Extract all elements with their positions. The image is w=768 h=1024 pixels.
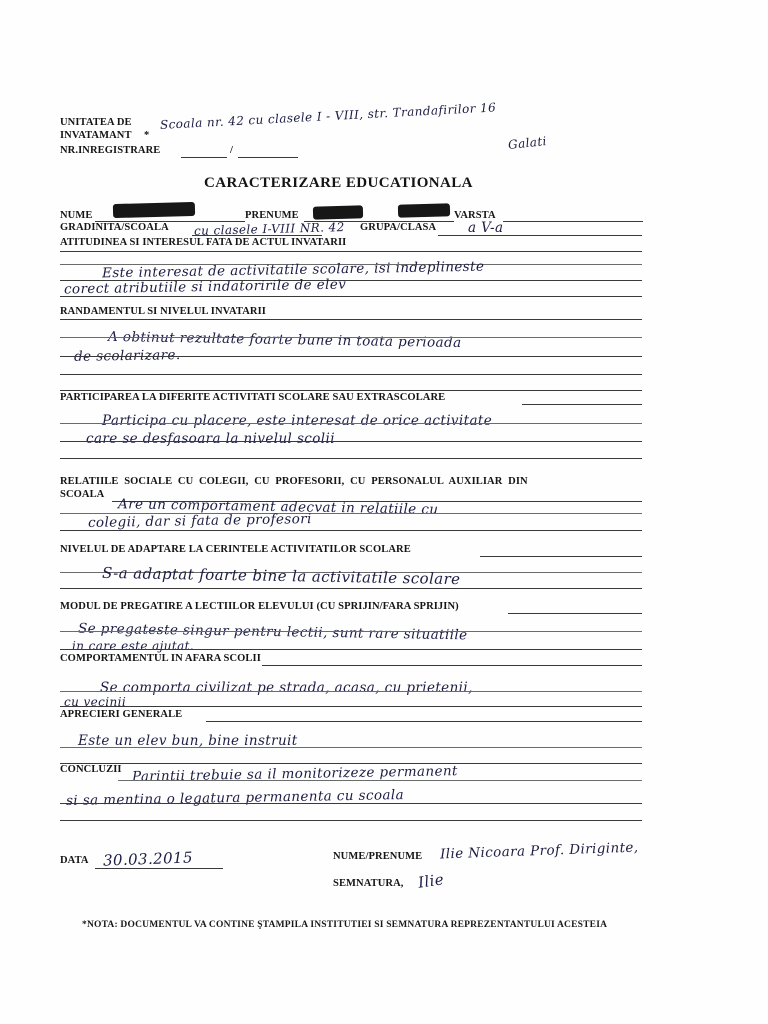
section-9-text-2: si sa mentina o legatura permanenta cu scoala (65, 787, 405, 809)
section-3-line-d (60, 458, 642, 459)
section-2-line-d (60, 374, 642, 375)
document-title: CARACTERIZARE EDUCATIONALA (204, 175, 473, 191)
section-3-text-1: Participa cu placere, este interesat de orice activitate (102, 413, 493, 429)
varsta-line (503, 221, 643, 222)
gradinita-label: GRADINITA/SCOALA (60, 222, 169, 233)
section-9-text-1: Parintii trebuie sa il monitorizeze permanent (131, 763, 458, 785)
section-label-concluzii: CONCLUZII (60, 764, 122, 775)
section-2-line-b (60, 337, 642, 338)
section-label-atitudinea: ATITUDINEA SI INTERESUL FATA DE ACTUL INVATARII (60, 237, 347, 248)
grupa-label: GRUPA/CLASA (360, 222, 437, 233)
semnatura-label: SEMNATURA, (333, 878, 404, 889)
section-label-modul-pregatire: MODUL DE PREGATIRE A LECTIILOR ELEVULUI (CU SPRIJIN/FARA SPRIJIN) (60, 601, 459, 612)
section-8-text-1: Este un elev bun, bine instruit (78, 733, 298, 749)
section-4-text-2: colegii, dar si fata de profesori (87, 511, 312, 531)
data-line (95, 868, 223, 869)
prenume-label: PRENUME (245, 210, 299, 221)
section-8-line-c (60, 763, 642, 764)
section-6-text-2: in care este ajutat. (72, 639, 195, 653)
nr-inregistrare-line-2 (238, 157, 298, 158)
section-9-line-c (60, 820, 642, 821)
redacted-prenume-1 (313, 205, 363, 219)
section-9-line-a (118, 780, 642, 781)
data-label: DATA (60, 855, 89, 866)
grupa-value: a V-a (468, 220, 504, 236)
nr-inregistrare-label: NR.INREGISTRARE (60, 145, 161, 156)
nume-prenume-label: NUME/PRENUME (333, 851, 423, 862)
section-4-line-c (60, 530, 642, 531)
redacted-prenume-2 (398, 203, 450, 217)
section-7-line-c (60, 706, 642, 707)
nr-inregistrare-sep: / (230, 145, 234, 156)
section-7-text-2: cu vecinii (64, 695, 127, 709)
unitatea-label-1: UNITATEA DE (60, 117, 132, 128)
redacted-nume (113, 202, 195, 218)
nume-label: NUME (60, 210, 93, 221)
section-2-line-a (60, 319, 642, 320)
section-label-randamentul: RANDAMENTUL SI NIVELUL INVATARII (60, 306, 266, 317)
section-2-text-2: de scolarizare. (73, 347, 181, 365)
section-7-line-b (60, 691, 642, 692)
section-1-line-a (60, 251, 642, 252)
section-label-participarea: PARTICIPAREA LA DIFERITE ACTIVITATI SCOLARE SAU EXTRASCOLARE (60, 392, 446, 403)
varsta-label: VARSTA (454, 210, 496, 221)
unitatea-label-2: INVATAMANT (60, 130, 132, 141)
section-9-line-b (60, 803, 642, 804)
section-7-line-a (262, 665, 642, 666)
section-8-line-b (60, 747, 642, 748)
section-1-text-2: corect atributiile si indatoririle de elev (63, 276, 347, 298)
gradinita-line (192, 235, 322, 236)
semnatura-value: Ilie (416, 870, 446, 892)
section-6-line-a (508, 613, 642, 614)
unitatea-value-line-2: Galati (507, 134, 548, 152)
section-5-line-c (60, 588, 642, 589)
footer-note: *NOTA: DOCUMENTUL VA CONTINE ŞTAMPILA INSTITUTIEI SI SEMNATURA REPREZENTANTULUI ACESTEIA (82, 920, 608, 930)
section-label-relatiile: RELATIILE SOCIALE CU COLEGII, CU PROFESORII, CU PERSONALUL AUXILIAR DIN (60, 476, 528, 487)
section-2-line-e (60, 390, 642, 391)
section-2-text-1: A obtinut rezultate foarte bune in toata perioada (107, 328, 462, 352)
section-label-aprecieri: APRECIERI GENERALE (60, 709, 183, 720)
grupa-line (438, 235, 642, 236)
section-label-nivelul-adaptare: NIVELUL DE ADAPTARE LA CERINTELE ACTIVITATILOR SCOLARE (60, 544, 411, 555)
section-6-line-c (60, 649, 642, 650)
section-8-line-a (206, 721, 642, 722)
nume-prenume-value: Ilie Nicoara Prof. Diriginte, (439, 839, 639, 863)
section-4-text-1: Are un comportament adecvat in relatiile cu (117, 496, 439, 518)
section-7-text-1: Se comporta civilizat pe strada, acasa, cu prietenii, (100, 680, 473, 696)
section-3-line-c (60, 441, 642, 442)
section-6-line-b (60, 631, 642, 632)
section-1-line-d (60, 296, 642, 297)
nr-inregistrare-line-1 (181, 157, 227, 158)
section-3-line-a (522, 404, 642, 405)
section-3-text-2: care se desfasoara la nivelul scolii (86, 431, 335, 447)
unitatea-asterisk: * (144, 130, 150, 141)
section-6-text-1: Se pregateste singur pentru lectii, sunt rare situatiile (77, 620, 468, 644)
section-2-line-c (60, 356, 642, 357)
section-1-text-1: Este interesat de activitatile scolare, isi indeplineste (101, 258, 485, 282)
section-5-line-a (480, 556, 642, 557)
section-5-text-1: S-a adaptat foarte bine la activitatile scolare (101, 563, 461, 589)
section-label-relatiile-2: SCOALA (60, 489, 105, 500)
data-value: 30.03.2015 (102, 848, 194, 870)
section-3-line-b (60, 423, 642, 424)
gradinita-value: cu clasele I-VIII NR. 42 (193, 220, 345, 238)
unitatea-value-line-1: Scoala nr. 42 cu clasele I - VIII, str. Trandafirilor 16 (159, 100, 497, 132)
section-label-comportamentul: COMPORTAMENTUL IN AFARA SCOLII (60, 653, 261, 664)
